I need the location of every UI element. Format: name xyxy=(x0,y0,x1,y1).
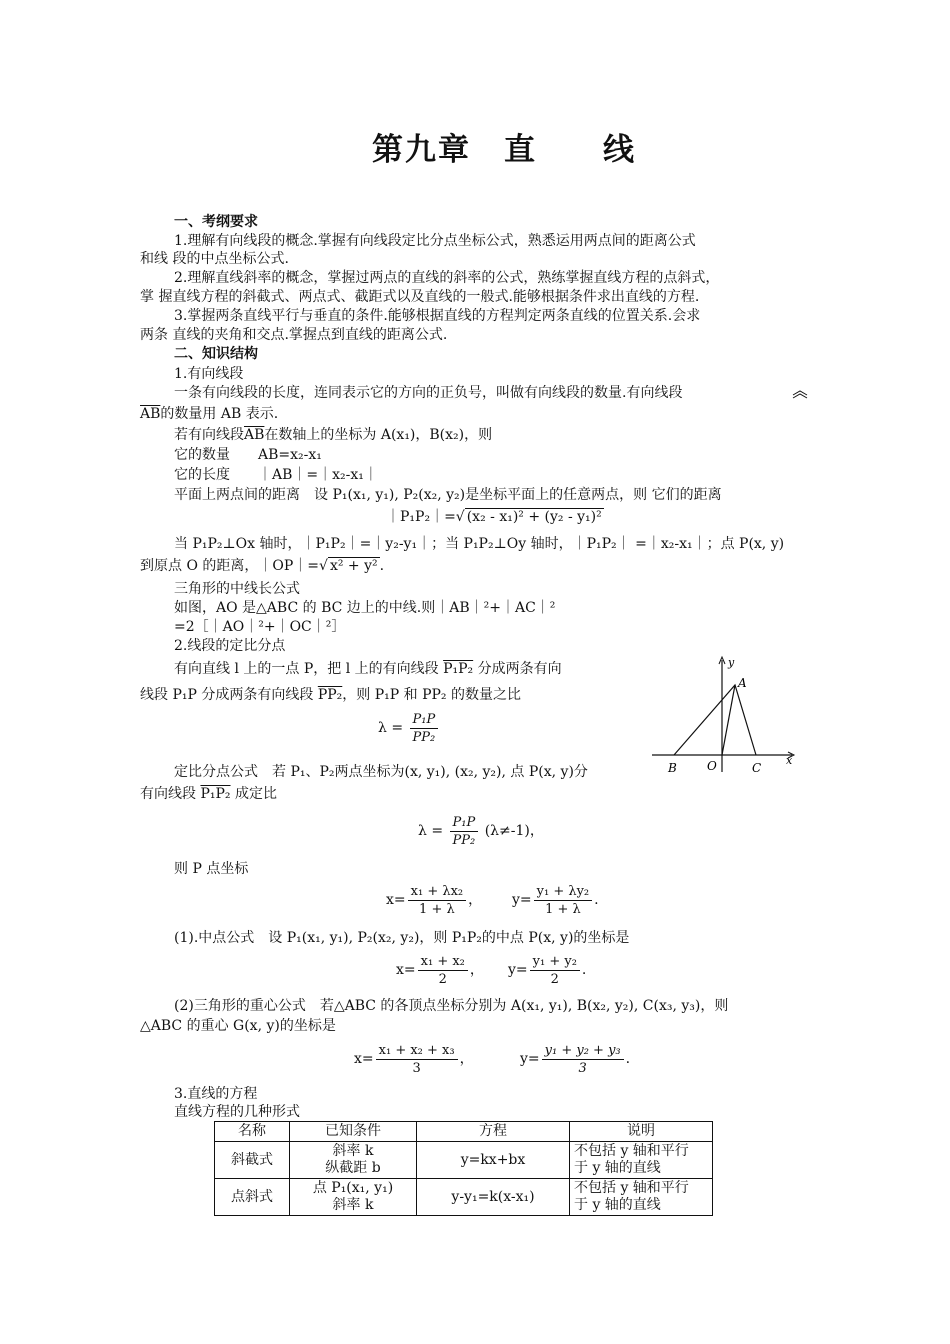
median-length-formula: =2［｜AO｜²+｜OC｜²］ xyxy=(174,619,346,635)
subheading-directed-segment: 1.有向线段 xyxy=(174,366,244,382)
table-cell-note: 不包括 y 轴和平行 于 y 轴的直线 xyxy=(570,1179,713,1216)
label-b: B xyxy=(668,761,677,775)
table-header-row xyxy=(215,1122,713,1142)
vector-ab: $\overline{AB}$ xyxy=(244,427,265,443)
centroid-intro: (2)三角形的重心公式 若△ABC 的各顶点坐标分别为 A(x₁, y₁), B(x₂, y₂), C(x₃, y₃)，则 xyxy=(174,998,729,1014)
paragraph-line: 有向线段 P₁P₂ 成定比 xyxy=(140,786,277,802)
table-cell-equation: y-y₁=k(x-x₁) xyxy=(417,1179,570,1216)
midpoint-x-formula: x= $\frac{\text{x₁ + x₂}}{2}$ ， xyxy=(396,953,484,987)
table-cell-equation: y=kx+bx xyxy=(417,1142,570,1179)
requirement-3-line1: 3.掌握两条直线平行与垂直的条件.能够根据直线的方程判定两条直线的位置关系.会求 xyxy=(174,308,701,324)
table-cell-name: 斜截式 xyxy=(215,1142,290,1179)
table-row xyxy=(215,1142,713,1179)
equation-forms-table xyxy=(214,1121,713,1216)
subheading-ratio-point: 2.线段的定比分点 xyxy=(174,638,286,654)
label-c: C xyxy=(752,761,762,775)
table-header: 方程 xyxy=(417,1122,570,1142)
table-cell-condition: 点 P₁(x₁, y₁) 斜率 k xyxy=(290,1179,417,1216)
table-cell-condition: 斜率 k 纵截距 b xyxy=(290,1142,417,1179)
table-row xyxy=(215,1179,713,1216)
point-y-formula: y= $\frac{\text{y₁ + λy₂}}{1 + \lambda}$ . xyxy=(512,883,599,917)
paragraph-line: 线段 P₁P 分成两条有向线段 PP₂，则 P₁P 和 PP₂ 的数量之比 xyxy=(140,687,521,703)
median-ao xyxy=(722,685,735,755)
requirement-1-line1: 1.理解有向线段的概念.掌握有向线段定比分点坐标公式，熟悉运用两点间的距离公式 xyxy=(174,233,696,249)
segment-length: 它的长度 ｜AB｜=｜x₂-x₁｜ xyxy=(174,467,378,483)
midpoint-y-formula: y= $\frac{\text{y₁ + y₂}}{2}$ . xyxy=(508,953,587,987)
table-header: 名称 xyxy=(215,1122,290,1142)
requirement-2-line2: 掌 握直线方程的斜截式、两点式、截距式以及直线的一般式.能够根据条件求出直线的方程. xyxy=(140,289,700,305)
ratio-formula-intro: 定比分点公式 若 P₁、P₂两点坐标为(x, y₁), (x₂, y₂), 点 P(x, y)分 xyxy=(174,764,588,780)
distance-formula-intro: 平面上两点间的距离 设 P₁(x₁, y₁), P₂(x₂, y₂)是坐标平面上的任意两点，则 它们的距离 xyxy=(174,487,722,503)
requirement-3-line2: 两条 直线的夹角和交点.掌握点到直线的距离公式. xyxy=(140,327,448,343)
paragraph-line: 有向直线 l 上的一点 P，把 l 上的有向线段 P₁P₂ 分成两条有向 xyxy=(174,661,562,677)
double-chevron-icon xyxy=(792,389,808,399)
centroid-x-formula: x= $\frac{\text{x₁ + x₂ + x₃}}{3}$ ， xyxy=(354,1042,474,1076)
label-a: A xyxy=(738,676,747,690)
ratio-definition: λ = $\frac{\text{P₁P}}{\text{PP₂}}$ xyxy=(378,710,440,746)
label-x: x xyxy=(786,754,793,767)
triangle-figure xyxy=(640,650,802,780)
distance-formula: ｜P₁P₂｜=√ (x₂ - x₁)² + (y₂ - y₁)² xyxy=(386,509,602,525)
point-x-formula: x= $\frac{\text{x₁ + λx₂}}{1 + \lambda}$ ， xyxy=(386,883,483,917)
table-cell-note: 不包括 y 轴和平行 于 y 轴的直线 xyxy=(570,1142,713,1179)
chapter-title: 第九章 直 线 xyxy=(372,132,636,168)
median-length-title: 三角形的中线长公式 xyxy=(174,581,300,597)
paragraph-line: 一条有向线段的长度，连同表示它的方向的正负号，叫做有向线段的数量.有向线段 xyxy=(174,385,683,401)
origin-distance: 到原点 O 的距离，｜OP｜=√ x² + y² . xyxy=(140,558,385,574)
midpoint-intro: (1).中点公式 设 P₁(x₁, y₁), P₂(x₂, y₂)，则 P₁P₂的中点 P(x, y)的坐标是 xyxy=(174,930,630,946)
section-heading-structure: 二、知识结构 xyxy=(174,346,258,362)
paragraph-line: △ABC 的重心 G(x, y)的坐标是 xyxy=(140,1018,336,1034)
vector-ab: $\overline{AB}$ xyxy=(140,406,161,422)
triangle-abc xyxy=(674,685,756,755)
table-cell-name: 点斜式 xyxy=(215,1179,290,1216)
median-length-text: 如图，AO 是△ABC 的 BC 边上的中线.则｜AB｜²+｜AC｜² xyxy=(174,600,556,616)
equation-forms-title: 直线方程的几种形式 xyxy=(174,1104,300,1120)
label-y: y xyxy=(728,656,735,669)
requirement-2-line1: 2.理解直线斜率的概念，掌握过两点的直线的斜率的公式，熟练掌握直线方程的点斜式， xyxy=(174,270,720,286)
paragraph-line: 当 P₁P₂⊥Ox 轴时，｜P₁P₂｜=｜y₂-y₁｜；当 P₁P₂⊥Oy 轴时，｜P₁P₂｜ =｜x₂-x₁｜；点 P(x, y) xyxy=(174,536,785,552)
section-heading-requirements: 一、考纲要求 xyxy=(174,214,258,230)
label-o: O xyxy=(707,759,717,773)
paragraph-line: $\overline{AB}$的数量用 AB 表示. xyxy=(140,406,279,422)
segment-quantity: 它的数量 AB=x₂-x₁ xyxy=(174,447,322,463)
centroid-y-formula: y= $\frac{\text{y₁ + y₂ + y₃}}{3}$ . xyxy=(520,1042,631,1076)
table-header: 说明 xyxy=(570,1122,713,1142)
subheading-line-equation: 3.直线的方程 xyxy=(174,1086,258,1102)
paragraph-line: 若有向线段$\overline{AB}$在数轴上的坐标为 A(x₁)，B(x₂)，则 xyxy=(174,427,493,443)
point-coords-intro: 则 P 点坐标 xyxy=(174,861,249,877)
requirement-1-line2: 和线 段的中点坐标公式. xyxy=(140,251,289,267)
table-header: 已知条件 xyxy=(290,1122,417,1142)
ratio-definition-2: λ = $\frac{\text{P₁P}}{\text{PP₂}}$ (λ≠-1)， xyxy=(418,814,544,848)
